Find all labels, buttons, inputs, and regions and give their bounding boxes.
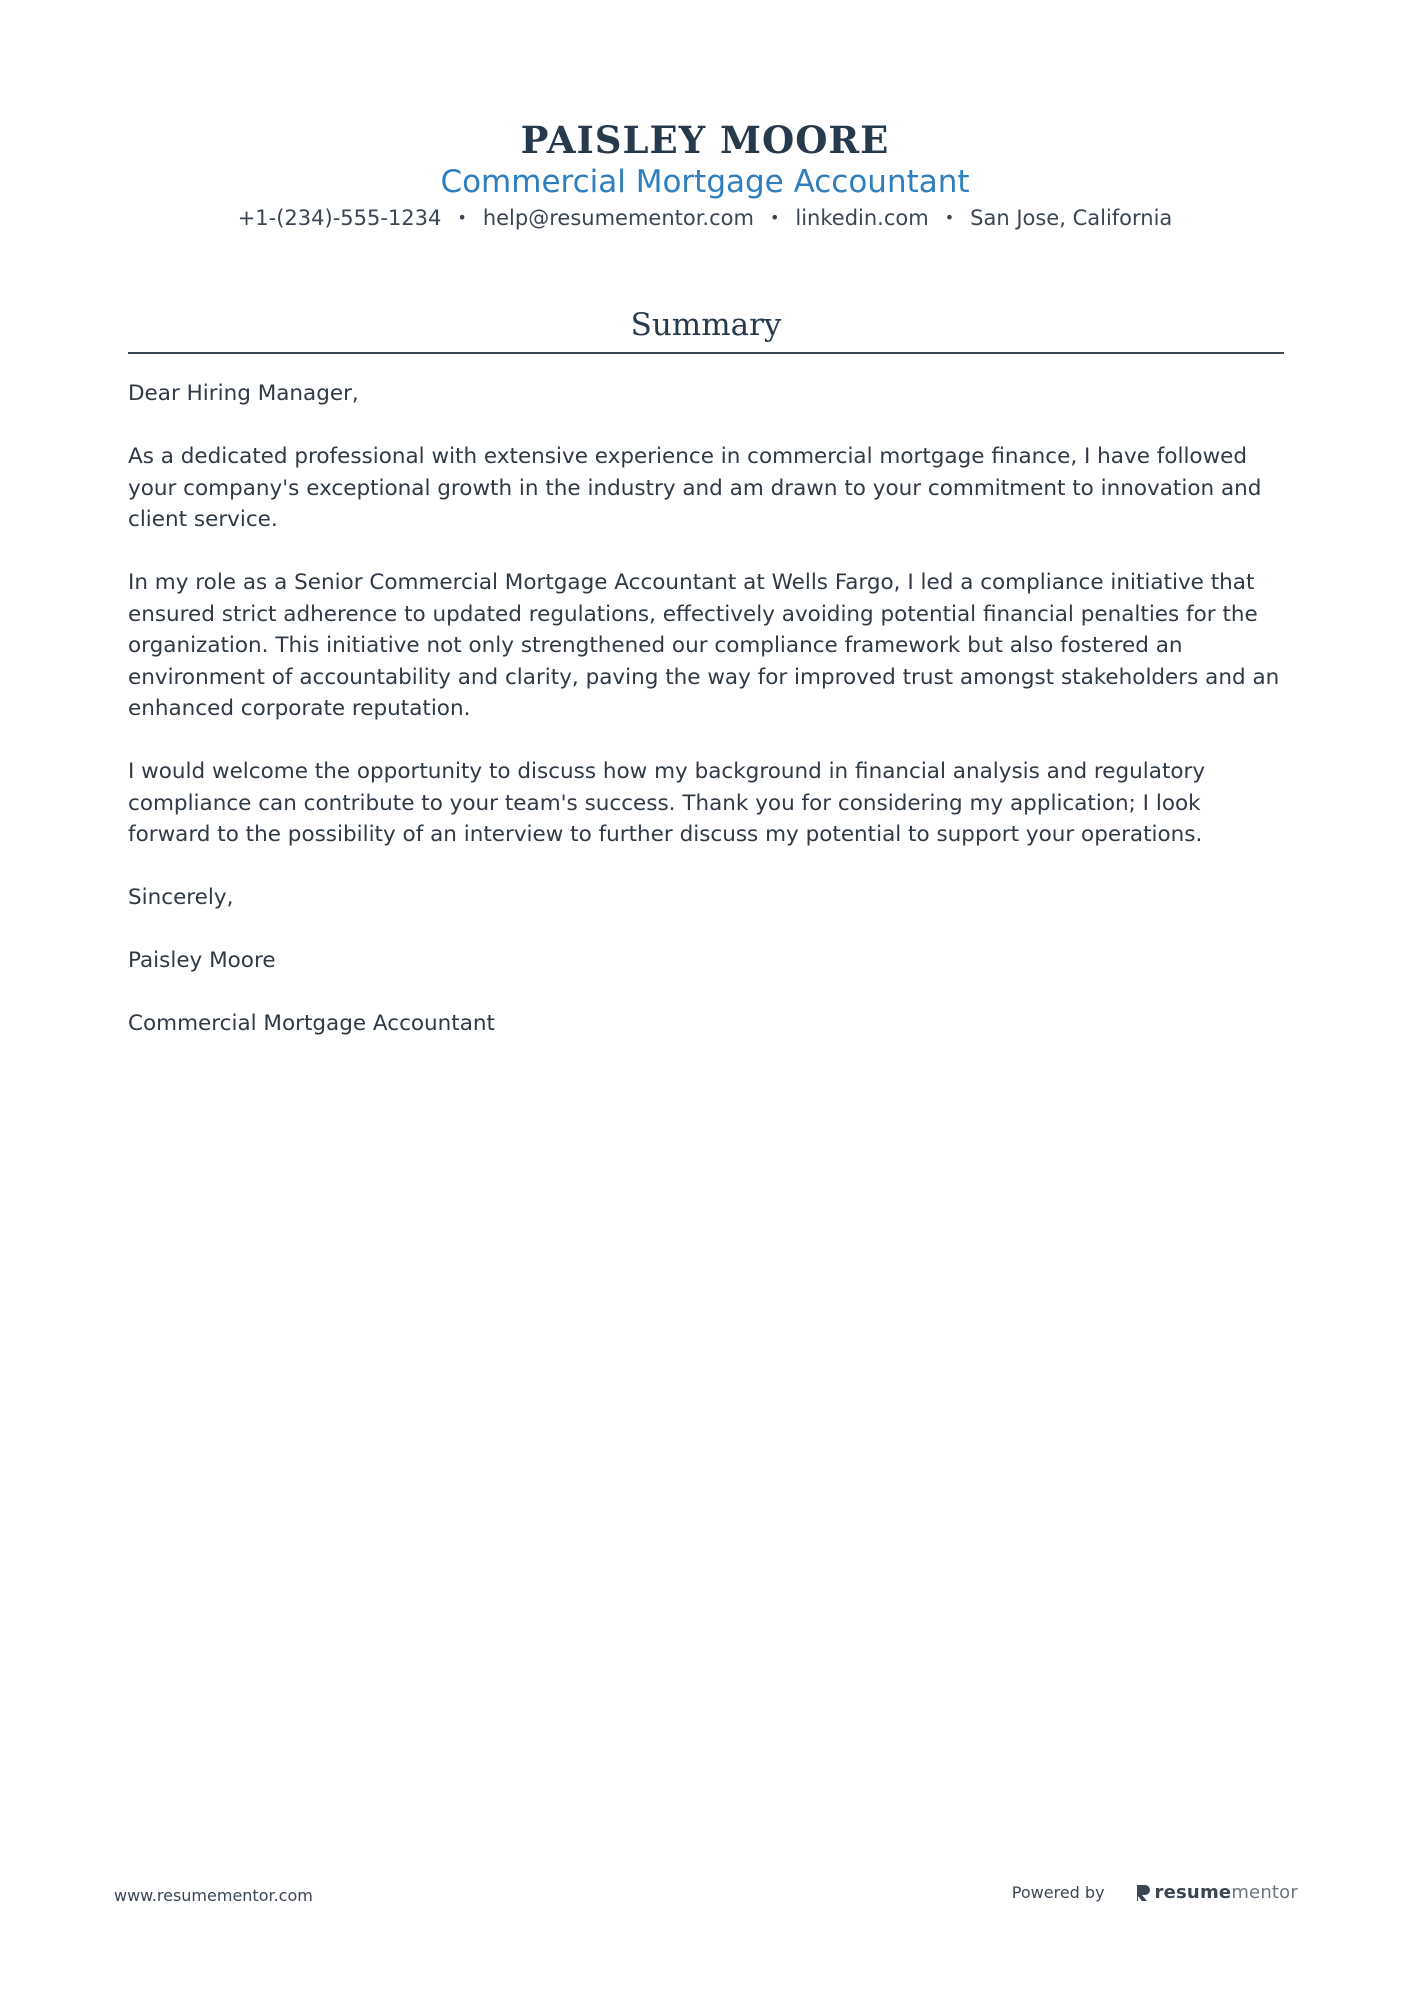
contact-location: San Jose, California: [970, 206, 1173, 230]
brand-logo: [1135, 1882, 1298, 1903]
section-title: Summary: [630, 307, 782, 343]
contact-email: help@resumementor.com: [482, 206, 754, 230]
contact-line: [0, 204, 1410, 232]
resumementor-logo-icon: [1135, 1883, 1151, 1903]
letter-paragraph: I would welcome the opportunity to discuss how my background in financial analysis and regulatory compliance can contribute to your team's success. Thank you for considering my application; I look forward to the possibility of an interview to further discuss my potential to support your operations.: [128, 759, 1206, 847]
footer-powered-by: [1012, 1882, 1298, 1903]
powered-by-label: Powered by: [1011, 1883, 1105, 1902]
footer-url: www.resumementor.com: [114, 1886, 313, 1905]
letter-paragraph: In my role as a Senior Commercial Mortgage Accountant at Wells Fargo, I led a compliance initiative that ensured strict adherence to updated regulations, effectively avoiding potential financial penalties for the organization. This initiative not only strengthened our compliance framework but also fostered an environment of accountability and clarity, paving the way for improved trust amongst stakeholders and an enhanced corporate reputation.: [128, 570, 1280, 721]
letter-body: [128, 378, 1288, 1071]
candidate-role: Commercial Mortgage Accountant: [440, 164, 970, 200]
contact-phone: +1-(234)-555-1234: [237, 206, 442, 230]
contact-linkedin: linkedin.com: [795, 206, 929, 230]
brand-wordmark: [1155, 1882, 1298, 1903]
bullet-separator: •: [457, 208, 467, 227]
section-divider: [128, 352, 1284, 354]
signature-title: Commercial Mortgage Accountant: [128, 1011, 495, 1036]
candidate-name: PAISLEY MOORE: [520, 118, 890, 162]
letter-greeting: Dear Hiring Manager,: [128, 381, 359, 406]
letter-closing: Sincerely,: [128, 885, 234, 910]
signature-name: Paisley Moore: [128, 948, 276, 973]
letter-paragraph: As a dedicated professional with extensive experience in commercial mortgage finance, I have followed your company's exceptional growth in the industry and am drawn to your commitment to innovation and client service.: [128, 444, 1262, 532]
header: [0, 118, 1410, 232]
brand-wordmark-bold: resume: [1154, 1882, 1232, 1903]
brand-wordmark-light: mentor: [1231, 1882, 1298, 1903]
bullet-separator: •: [769, 208, 780, 227]
bullet-separator: •: [944, 208, 955, 227]
